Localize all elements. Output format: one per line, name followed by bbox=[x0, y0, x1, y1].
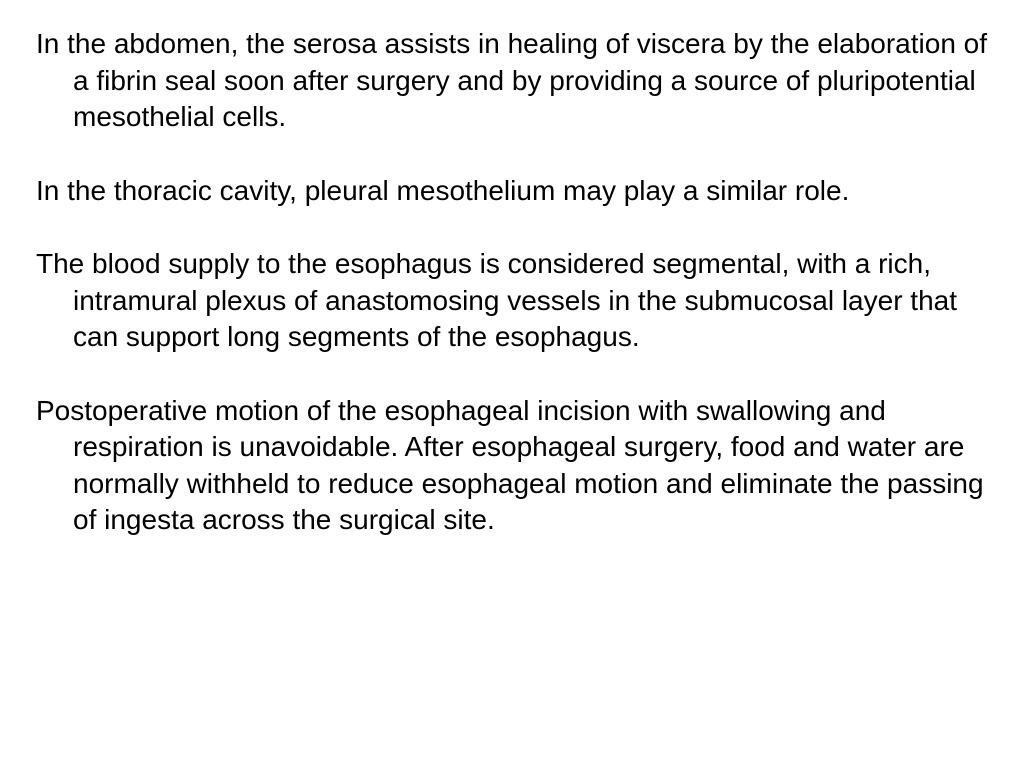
paragraph-blood-supply: The blood supply to the esophagus is considered segmental, with a rich, intramural plexus of anastomosing vessels in the submucosal layer that can support long segments of the esophagus. bbox=[36, 248, 957, 352]
slide-body bbox=[36, 26, 988, 539]
paragraph-thoracic-cavity: In the thoracic cavity, pleural mesothelium may play a similar role. bbox=[36, 174, 850, 206]
paragraph-abdomen-serosa: In the abdomen, the serosa assists in healing of viscera by the elaboration of a fibrin seal soon after surgery and by providing a source of pluripotential mesothelial cells. bbox=[36, 28, 988, 132]
paragraph-postoperative-motion: Postoperative motion of the esophageal incision with swallowing and respiration is unavoidable. After esophageal surgery, food and water are normally withheld to reduce esophageal motion and eliminate the passing of ingesta across the surgical site. bbox=[36, 394, 984, 535]
